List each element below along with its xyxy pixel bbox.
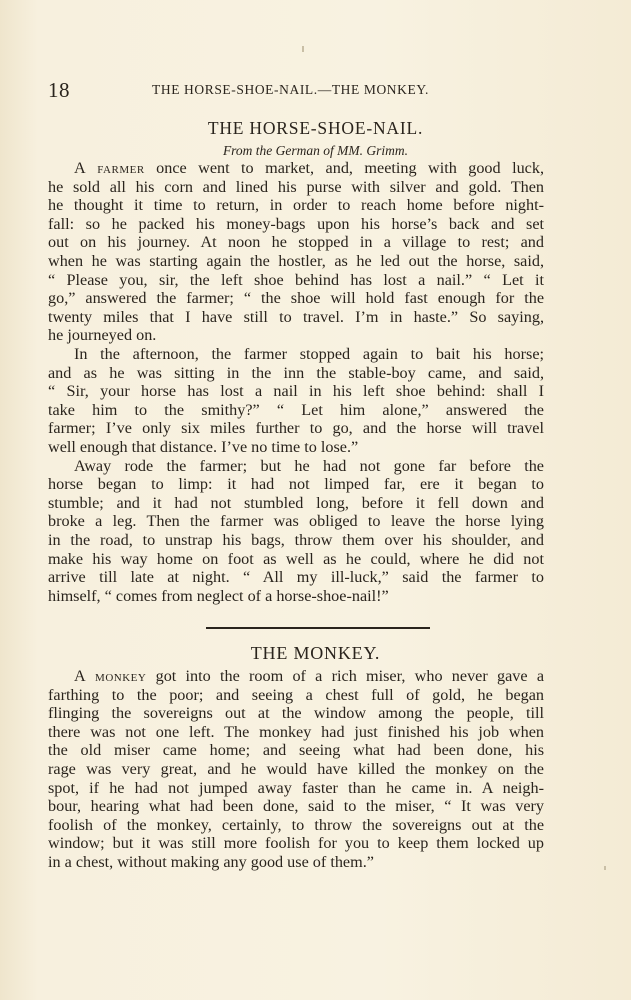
text-line bbox=[48, 779, 544, 798]
line-text: stumble; and it had not stumbled long, before it fell down and bbox=[48, 493, 544, 512]
text-line bbox=[48, 704, 544, 723]
line-text: flinging the sovereigns out at the window among the people, till bbox=[48, 704, 544, 723]
text-line bbox=[48, 816, 544, 835]
line-text: he thought it time to return, in order to reach home before night- bbox=[48, 196, 544, 215]
line-text: take him to the smithy?” “ Let him alone,” answered the bbox=[48, 400, 544, 419]
text-line bbox=[74, 345, 544, 364]
text-line bbox=[48, 741, 544, 760]
running-head: THE HORSE-SHOE-NAIL.—THE MONKEY. bbox=[152, 82, 429, 97]
line-text: bour, hearing what had been done, said to the miser, “ It was very bbox=[48, 797, 544, 816]
story-title-monkey: THE MONKEY. bbox=[250, 643, 381, 663]
text-line bbox=[48, 568, 544, 587]
line-text: out on his journey. At noon he stopped in a village to rest; and bbox=[48, 233, 544, 252]
text-line bbox=[48, 196, 544, 215]
text-line bbox=[48, 686, 544, 705]
line-text: the old miser came home; and seeing what had been done, his bbox=[48, 741, 544, 760]
text-line bbox=[48, 419, 544, 438]
text-line bbox=[48, 760, 544, 779]
section-divider bbox=[206, 627, 430, 629]
text-line bbox=[48, 475, 544, 494]
text-line bbox=[48, 271, 544, 290]
line-text: rage was very great, and he would have killed the monkey on the bbox=[48, 760, 544, 778]
line-text: Away rode the farmer; but he had not gone far before the bbox=[74, 456, 544, 475]
story-title-horse-shoe-nail: THE HORSE-SHOE-NAIL. bbox=[207, 118, 424, 138]
line-text: arrive till late at night. “ All my ill-luck,” said the farmer to bbox=[48, 568, 544, 587]
line-text: farmer; I’ve only six miles further to go, and the horse will travel bbox=[48, 419, 544, 438]
page-header bbox=[48, 78, 588, 102]
text-line bbox=[48, 494, 544, 513]
text-line bbox=[48, 215, 544, 234]
text-line bbox=[48, 512, 544, 531]
line-text: window; but it was still more foolish for you to keep them locked up bbox=[48, 834, 544, 853]
line-text: In the afternoon, the farmer stopped again to bait his horse; bbox=[74, 345, 544, 363]
line-text: got into the room of a rich miser, who never gave a bbox=[146, 667, 545, 685]
line-text: go,” answered the farmer; “ the shoe will hold fast enough for the bbox=[48, 289, 544, 308]
text-line bbox=[48, 587, 544, 606]
text-line bbox=[48, 531, 544, 550]
text-line bbox=[48, 233, 544, 252]
story-attribution: From the German of MM. Grimm. bbox=[222, 143, 409, 158]
text-line bbox=[48, 308, 544, 327]
line-text: spot, if he had not jumped away faster than he came in. A neigh- bbox=[48, 778, 544, 797]
line-text: “ Sir, your horse has lost a nail in his left shoe behind: shall I bbox=[48, 382, 544, 401]
line-text: he journeyed on. bbox=[48, 326, 157, 345]
line-text: make his way home on foot as well as he could, where he did not bbox=[48, 549, 544, 568]
paper-speck bbox=[302, 46, 304, 52]
line-text: well enough that distance. I’ve no time to lose.” bbox=[48, 438, 359, 456]
text-line bbox=[48, 382, 544, 401]
line-text: twenty miles that I have still to travel. I’m in haste.” So saying, bbox=[48, 307, 544, 326]
line-text: and as he was sitting in the inn the stable-boy came, and said, bbox=[48, 363, 544, 382]
line-text: he sold all his corn and lined his purse with silver and gold. Then bbox=[48, 177, 544, 196]
line-text: when he was starting again the hostler, as he led out the horse, said, bbox=[48, 252, 544, 270]
text-line bbox=[48, 326, 544, 345]
text-line bbox=[74, 457, 544, 476]
text-line bbox=[48, 797, 544, 816]
text-line bbox=[48, 550, 544, 569]
text-line bbox=[48, 178, 544, 197]
line-text: once went to market, and, meeting with good luck, bbox=[144, 159, 544, 177]
line-text: farthing to the poor; and seeing a chest full of gold, he began bbox=[48, 685, 544, 704]
text-line bbox=[48, 438, 544, 457]
line-text: foolish of the monkey, certainly, to throw the sovereigns out at the bbox=[48, 815, 544, 834]
text-line bbox=[48, 723, 544, 742]
text-line bbox=[48, 853, 544, 872]
paragraph-lead: A monkey bbox=[74, 667, 147, 685]
line-text: broke a leg. Then the farmer was obliged to leave the horse lying bbox=[48, 512, 544, 531]
text-line bbox=[48, 364, 544, 383]
line-text: fall: so he packed his money-bags upon his horse’s back and set bbox=[48, 214, 544, 233]
line-text: “ Please you, sir, the left shoe behind has lost a nail.” “ Let it bbox=[48, 270, 544, 289]
text-line bbox=[48, 401, 544, 420]
line-text: there was not one left. The monkey had just finished his job when bbox=[48, 722, 544, 741]
text-line bbox=[48, 289, 544, 308]
line-text: in the road, to unstrap his bags, throw them over his shoulder, and bbox=[48, 531, 544, 549]
paper-speck bbox=[604, 866, 606, 870]
line-text: in a chest, without making any good use of them.” bbox=[48, 853, 374, 871]
text-line bbox=[74, 667, 544, 686]
line-text: horse began to limp: it had not limped far, ere it began to bbox=[48, 475, 544, 494]
text-line bbox=[48, 252, 544, 271]
text-line bbox=[48, 834, 544, 853]
text-line bbox=[74, 159, 544, 178]
line-text: himself, “ comes from neglect of a horse-shoe-nail!” bbox=[48, 586, 389, 605]
page-number: 18 bbox=[48, 78, 70, 102]
paragraph-lead: A farmer bbox=[74, 159, 145, 177]
